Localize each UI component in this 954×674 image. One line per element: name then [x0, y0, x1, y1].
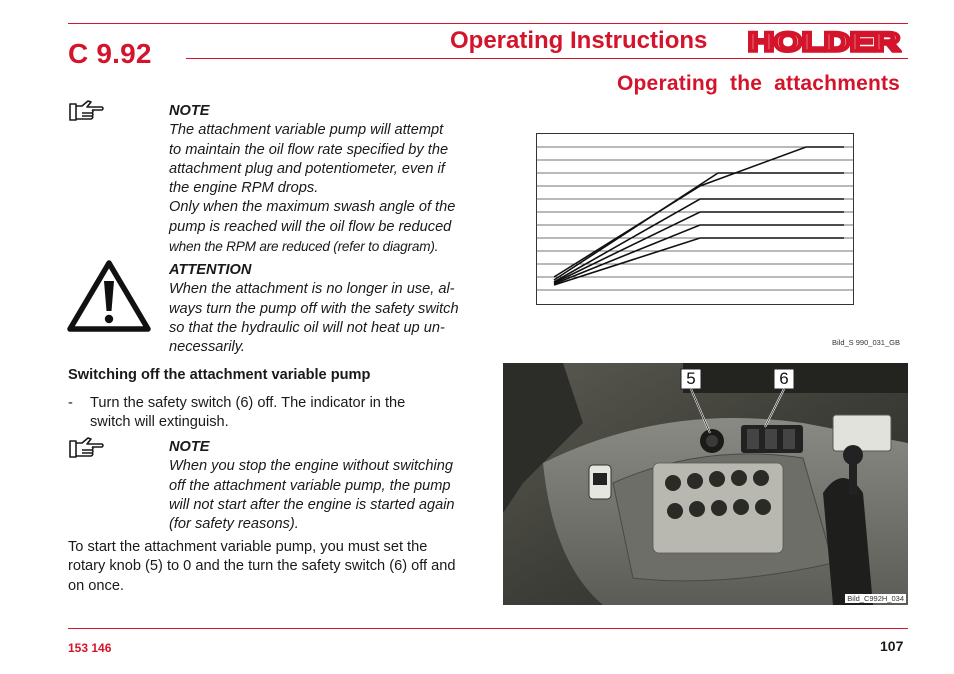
- document-title: Operating Instructions: [450, 27, 708, 54]
- note-line: to maintain the oil flow rate specified by the: [169, 141, 449, 158]
- note-label: NOTE: [169, 439, 210, 455]
- attention-label: ATTENTION: [169, 262, 252, 278]
- note-line: (for safety reasons).: [169, 516, 299, 533]
- step-line: switch will extinguish.: [90, 414, 229, 431]
- pointing-hand-icon: [68, 435, 106, 461]
- note-line: will not start after the engine is started again: [169, 496, 455, 513]
- attention-line: so that the hydraulic oil will not heat up un-: [169, 319, 445, 336]
- instruction-step: [68, 394, 478, 433]
- note-block-1: [169, 102, 479, 256]
- callout-rotary-knob: 5: [686, 369, 696, 388]
- restart-paragraph: [68, 538, 474, 596]
- paragraph-line: rotary knob (5) to 0 and the turn the safety switch (6) off and: [68, 558, 456, 575]
- note-line: Only when the maximum swash angle of the: [169, 199, 456, 216]
- header-top-rule: [68, 23, 908, 24]
- paragraph-line: on once.: [68, 577, 124, 594]
- note-line: off the attachment variable pump, the pump: [169, 477, 451, 494]
- diagram-caption: Bild_S 990_031_GB: [832, 338, 900, 347]
- paragraph-line: To start the attachment variable pump, you must set the: [68, 539, 428, 555]
- holder-logo: [748, 29, 902, 55]
- note-label: NOTE: [169, 103, 210, 119]
- flow-rate-diagram: [536, 133, 854, 305]
- header-bottom-rule: [186, 58, 908, 59]
- note-line: the engine RPM drops.: [169, 180, 319, 197]
- control-panel-photo: [503, 363, 908, 605]
- subheading: Switching off the attachment variable pump: [68, 367, 371, 383]
- note-line: The attachment variable pump will attempt: [169, 122, 444, 139]
- note-line: when the RPM are reduced (refer to diagram).: [169, 239, 439, 255]
- note-block-2: [169, 438, 479, 534]
- warning-triangle-icon: [66, 259, 152, 333]
- attention-block: [169, 261, 479, 357]
- attention-line: ways turn the pump off with the safety switch: [169, 300, 459, 317]
- callout-safety-switch: 6: [779, 369, 789, 388]
- note-line: attachment plug and potentiometer, even if: [169, 160, 445, 177]
- section-title: Operating the attachments: [617, 72, 901, 95]
- note-line: pump is reached will the oil flow be reduced: [169, 218, 452, 235]
- photo-caption: Bild_C992H_034: [847, 594, 904, 603]
- attention-line: When the attachment is no longer in use, al-: [169, 281, 455, 298]
- footer-rule: [68, 628, 908, 629]
- model-number: C 9.92: [68, 38, 152, 69]
- page-number: 107: [880, 638, 904, 654]
- document-code: 153 146: [68, 641, 112, 655]
- svg-text:HOLDER: HOLDER: [748, 29, 900, 55]
- pointing-hand-icon: [68, 98, 106, 124]
- note-line: When you stop the engine without switching: [169, 458, 453, 475]
- step-dash: -: [68, 395, 73, 411]
- step-line: Turn the safety switch (6) off. The indicator in the: [90, 395, 406, 411]
- attention-line: necessarily.: [169, 339, 245, 356]
